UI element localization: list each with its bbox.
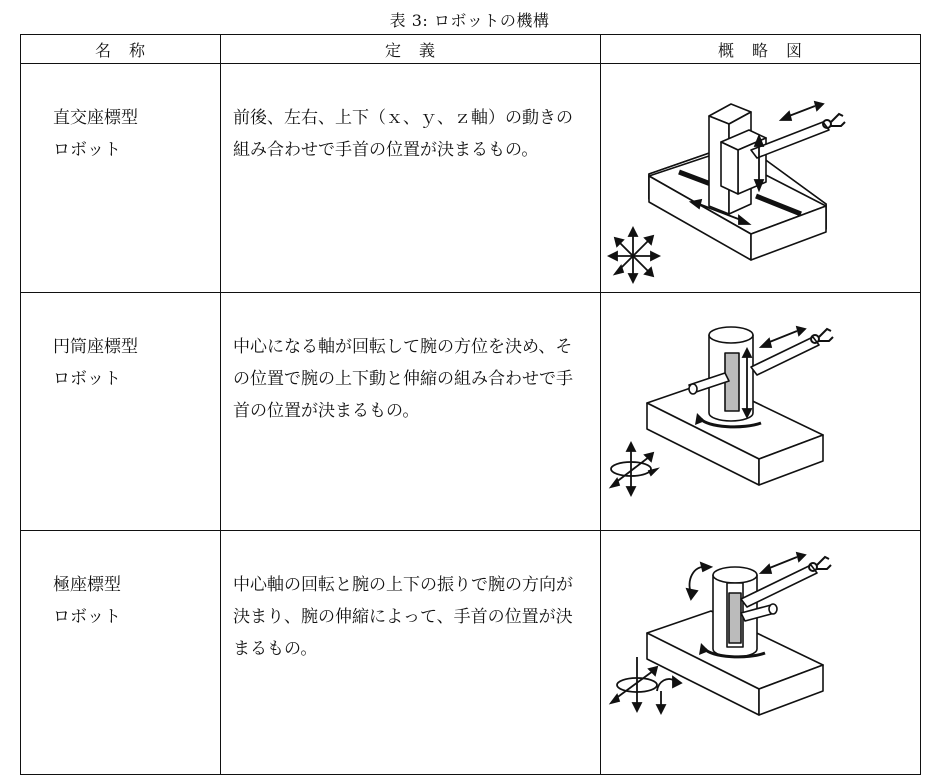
- table-caption: 表 3: ロボットの機構: [389, 11, 550, 30]
- robot-definition: 前後、左右、上下（ｘ、ｙ、ｚ軸）の動きの組み合わせで手首の位置が決まるもの。: [221, 64, 601, 293]
- header-definition: 定 義: [221, 35, 601, 64]
- robot-name-line: 極座標型: [53, 575, 121, 595]
- cylindrical-robot-diagram-icon: [601, 293, 919, 529]
- robot-name-line: ロボット: [53, 607, 121, 627]
- table-row: [21, 531, 921, 775]
- robot-name-line: ロボット: [53, 369, 121, 389]
- robot-definition: 中心になる軸が回転して腕の方位を決め、その位置で腕の上下動と伸縮の組み合わせで手首の位置が決まるもの。: [221, 293, 601, 531]
- figure-cell: [601, 293, 921, 531]
- figure-cell: [601, 531, 921, 775]
- robot-name-cell: [21, 531, 221, 775]
- robot-definition: 中心軸の回転と腕の上下の振りで腕の方向が決まり、腕の伸縮によって、手首の位置が決まるもの。: [221, 531, 601, 775]
- robot-name-cell: [21, 293, 221, 531]
- robot-name-line: ロボット: [53, 140, 121, 160]
- header-figure: 概 略 図: [601, 35, 921, 64]
- cartesian-robot-diagram-icon: [601, 64, 919, 292]
- header-name: 名 称: [21, 35, 221, 64]
- table-row: [21, 293, 921, 531]
- robot-name-line: 直交座標型: [53, 108, 138, 128]
- robot-name-line: 円筒座標型: [53, 337, 138, 357]
- table-header-row: [21, 35, 921, 64]
- polar-robot-diagram-icon: [601, 531, 919, 773]
- table-row: [21, 64, 921, 293]
- figure-cell: [601, 64, 921, 293]
- robot-mechanism-table: [20, 34, 921, 775]
- robot-name-cell: [21, 64, 221, 293]
